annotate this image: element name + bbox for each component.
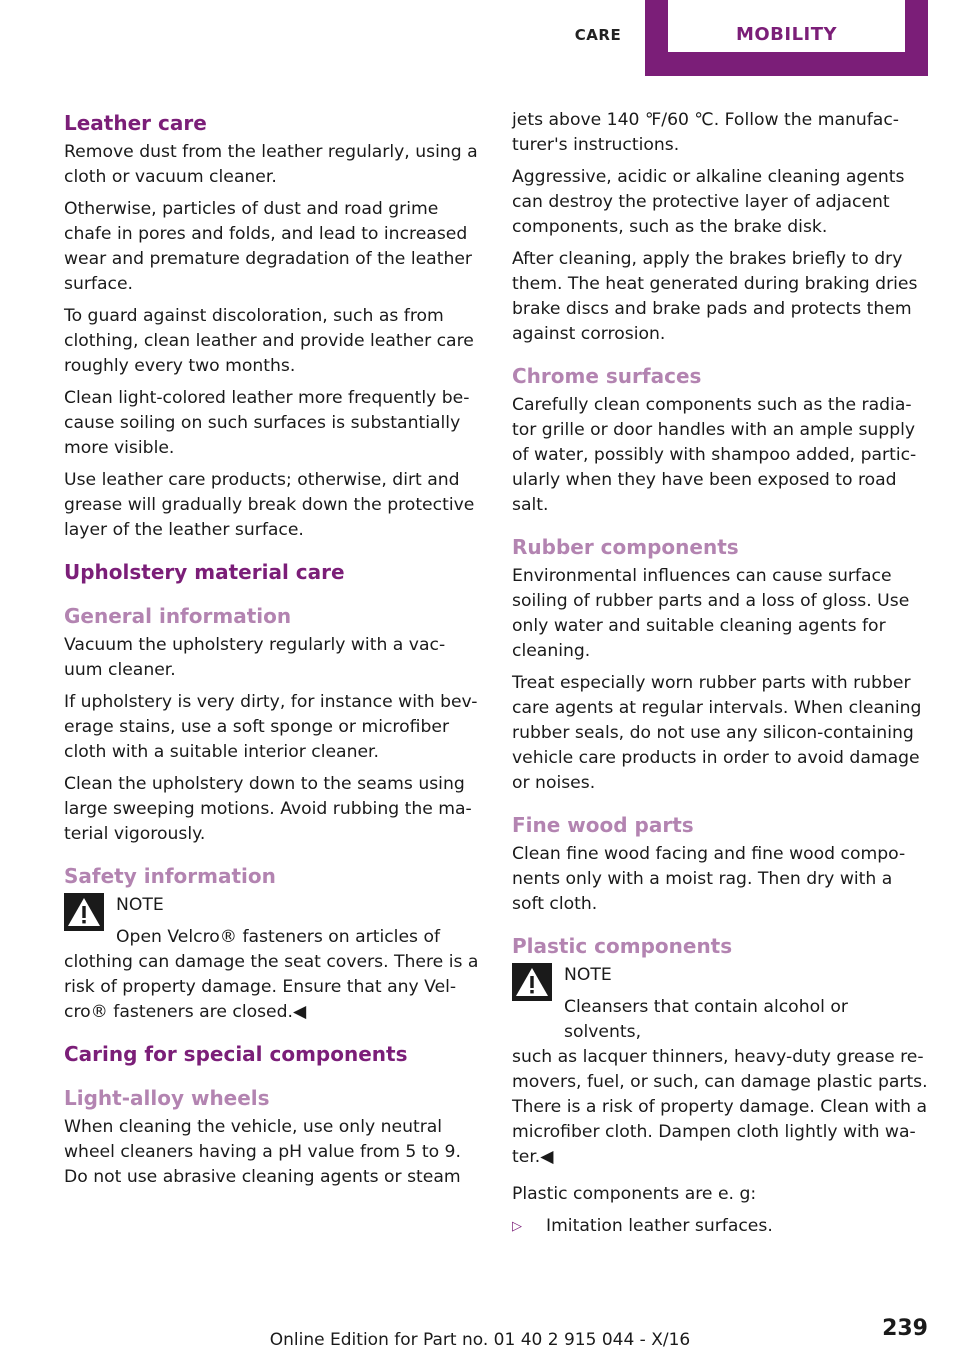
plastic-note — [512, 963, 928, 1170]
leather-paragraph-4: Clean light-colored leather more frequently be-cause soiling on such surfaces is substantially more visible. — [64, 388, 470, 458]
rubber-components-heading: Rubber components — [512, 535, 739, 559]
wheels-paragraph-1-continued: jets above 140 ℉/60 ℃. Follow the manufac-turer's instructions. — [512, 110, 899, 155]
velcro-note — [64, 893, 480, 1025]
note-text-first: Open Velcro® fasteners on articles of — [116, 927, 441, 947]
note-label: NOTE — [116, 895, 164, 915]
special-components-heading: Caring for special components — [64, 1042, 408, 1066]
note-text-first: Cleansers that contain alcohol or solvents, — [564, 997, 848, 1042]
tab-mobility-label: MOBILITY — [668, 0, 905, 52]
general-paragraph-2: If upholstery is very dirty, for instance with bev-erage stains, use a soft sponge or microfiber cloth with a suitable interior cleaner. — [64, 692, 478, 762]
wheels-paragraph-2: Aggressive, acidic or alkaline cleaning agents can destroy the protective layer of adjacent components, such as the brake disk. — [512, 167, 905, 237]
safety-information-heading: Safety information — [64, 864, 276, 888]
warning-triangle-icon — [64, 893, 104, 931]
note-text-rest: clothing can damage the seat covers. There is a risk of property damage. Ensure that any Vel-cro® fasteners are closed.◀ — [64, 952, 479, 1022]
leather-paragraph-5: Use leather care products; otherwise, dirt and grease will gradually break down the protective layer of the leather surface. — [64, 470, 475, 540]
wheels-paragraph-1: When cleaning the vehicle, use only neutral wheel cleaners having a pH value from 5 to 9. Do not use abrasive cleaning agents or steam — [64, 1117, 461, 1187]
tab-mobility[interactable] — [645, 0, 928, 76]
note-label: NOTE — [564, 965, 612, 985]
list-item-text: Imitation leather surfaces. — [546, 1216, 773, 1236]
fine-wood-parts-heading: Fine wood parts — [512, 813, 694, 837]
leather-paragraph-2: Otherwise, particles of dust and road grime chafe in pores and folds, and lead to increased wear and premature degradation of the leather surface. — [64, 199, 472, 294]
list-item — [512, 1214, 928, 1239]
note-text-rest: such as lacquer thinners, heavy-duty grease re-movers, fuel, or such, can damage plastic parts. There is a risk of property damage. Clean with a microfiber cloth. Dampen cloth lightly with wa-ter.◀ — [512, 1047, 928, 1167]
tab-care[interactable]: CARE — [574, 26, 622, 44]
general-information-heading: General information — [64, 604, 292, 628]
general-paragraph-3: Clean the upholstery down to the seams using large sweeping motions. Avoid rubbing the ma-terial vigorously. — [64, 774, 472, 844]
wood-paragraph-1: Clean fine wood facing and fine wood compo-nents only with a moist rag. Then dry with a soft cloth. — [512, 844, 906, 914]
leather-care-heading: Leather care — [64, 111, 207, 135]
page-number: 239 — [882, 1316, 928, 1341]
leather-paragraph-1: Remove dust from the leather regularly, using a cloth or vacuum cleaner. — [64, 142, 478, 187]
upholstery-heading: Upholstery material care — [64, 560, 345, 584]
plastic-paragraph-1: Plastic components are e. g: — [512, 1184, 757, 1204]
chrome-surfaces-heading: Chrome surfaces — [512, 364, 702, 388]
wheels-paragraph-3: After cleaning, apply the brakes briefly to dry them. The heat generated during braking dries brake discs and brake pads and protects them against corrosion. — [512, 249, 918, 344]
light-alloy-wheels-heading: Light-alloy wheels — [64, 1086, 270, 1110]
plastic-components-heading: Plastic components — [512, 934, 733, 958]
general-paragraph-1: Vacuum the upholstery regularly with a vac-uum cleaner. — [64, 635, 446, 680]
left-column — [64, 108, 480, 1197]
leather-paragraph-3: To guard against discoloration, such as from clothing, clean leather and provide leather care roughly every two months. — [64, 306, 474, 376]
rubber-paragraph-1: Environmental influences can cause surface soiling of rubber parts and a loss of gloss. Use only water and suitable cleaning agents for cleaning. — [512, 566, 910, 661]
rubber-paragraph-2: Treat especially worn rubber parts with rubber care agents at regular intervals. When cleaning rubber seals, do not use any silicon-containing vehicle care products in order to avoid damage or noises. — [512, 673, 922, 793]
edition-footer: Online Edition for Part no. 01 40 2 915 044 - X/16 — [269, 1330, 691, 1350]
chrome-paragraph-1: Carefully clean components such as the radia-tor grille or door handles with an ample supply of water, possibly with shampoo added, partic-ularly when they have been exposed to road salt. — [512, 395, 917, 515]
right-column — [512, 108, 928, 1239]
warning-triangle-icon — [512, 963, 552, 1001]
bullet-triangle-icon: ▷ — [512, 1219, 522, 1234]
